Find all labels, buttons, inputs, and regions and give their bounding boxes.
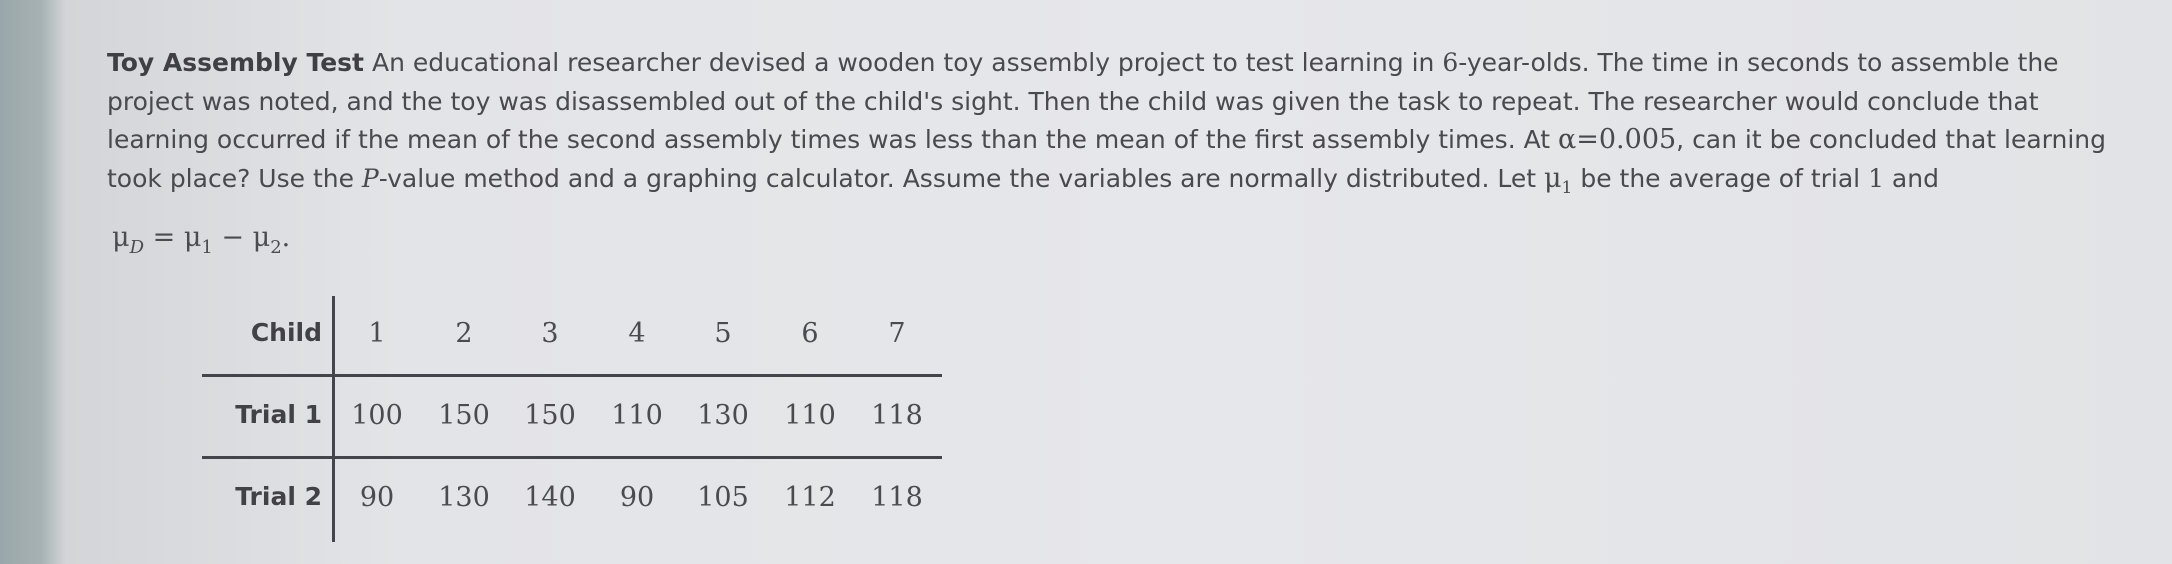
problem-line-4 [107, 160, 2172, 199]
row-label-trial-2: Trial 2 [235, 482, 322, 511]
p-symbol: P [361, 163, 379, 193]
trial-2-cell: 140 [524, 482, 576, 513]
trial-2-cell: 112 [784, 482, 836, 513]
child-cell: 2 [455, 318, 473, 349]
problem-line-4-end: and [1883, 163, 1939, 193]
problem-title: Toy Assembly Test [107, 48, 365, 77]
problem-line-1-end: -year-olds. The time in seconds to assemble the [1458, 48, 2059, 77]
table-vertical-rule [332, 296, 335, 542]
formula-period: . [281, 222, 291, 253]
formula-equals: = [152, 222, 176, 253]
trial-1-cell: 100 [351, 400, 403, 431]
child-cell: 7 [888, 318, 906, 349]
row-label-child: Child [250, 318, 322, 347]
child-cell: 4 [628, 318, 646, 349]
trial-1-cell: 150 [438, 400, 490, 431]
row-label-trial-1: Trial 1 [235, 400, 322, 429]
problem-text [107, 44, 2172, 198]
trial-2-cell: 118 [871, 482, 923, 513]
trial-2-cell: 90 [359, 482, 395, 513]
trial-1-cell: 110 [611, 400, 663, 431]
trial-1-cell: 150 [524, 400, 576, 431]
problem-line-2: project was noted, and the toy was disassembled out of the child's sight. Then the child was given the task to repeat. The researcher would conclude that [107, 86, 2039, 116]
child-cell: 3 [541, 318, 559, 349]
problem-line-1-text: An educational researcher devised a wooden toy assembly project to test learning in [364, 48, 1443, 77]
data-table [202, 296, 942, 542]
mu-d-subscript: D [129, 237, 144, 258]
problem-line-3 [107, 121, 2172, 160]
child-cell: 6 [801, 318, 819, 349]
alpha-symbol: α [1558, 124, 1577, 155]
age-value: 6 [1442, 48, 1459, 77]
mu-d-symbol: μ [112, 222, 130, 253]
trial-number: 1 [1868, 163, 1884, 193]
mu-one-subscript: 1 [1561, 177, 1573, 198]
mu-one-symbol: μ [1543, 162, 1562, 194]
alpha-value: 0.005 [1598, 124, 1677, 155]
table-horizontal-rule-2 [202, 456, 942, 459]
trial-2-cell: 130 [438, 482, 490, 513]
mu-1-subscript: 1 [201, 237, 213, 258]
trial-1-cell: 130 [697, 400, 749, 431]
trial-1-cell: 118 [871, 400, 923, 431]
trial-2-cell: 105 [697, 482, 749, 513]
problem-line-3-end: , can it be concluded that learning [1676, 125, 2107, 154]
alpha-equals: = [1576, 124, 1599, 155]
problem-line-1 [107, 44, 2172, 83]
difference-formula [112, 222, 290, 258]
problem-line-4-mid-2: be the average of trial [1572, 163, 1869, 193]
mu-2-subscript: 2 [270, 237, 282, 258]
child-cell: 5 [714, 318, 732, 349]
problem-line-4-start: took place? Use the [107, 163, 362, 193]
trial-1-cell: 110 [784, 400, 836, 431]
problem-line-4-mid: -value method and a graphing calculator. Assume the variables are normally distributed. Let [378, 163, 1544, 193]
child-cell: 1 [368, 318, 386, 349]
formula-minus: − [221, 222, 245, 253]
trial-2-cell: 90 [619, 482, 655, 513]
table-horizontal-rule-1 [202, 374, 942, 377]
mu-2-symbol: μ [252, 222, 271, 253]
mu-1-symbol: μ [183, 222, 202, 253]
problem-line-3-start: learning occurred if the mean of the second assembly times was less than the mean of the first assembly times. At [107, 125, 1559, 154]
